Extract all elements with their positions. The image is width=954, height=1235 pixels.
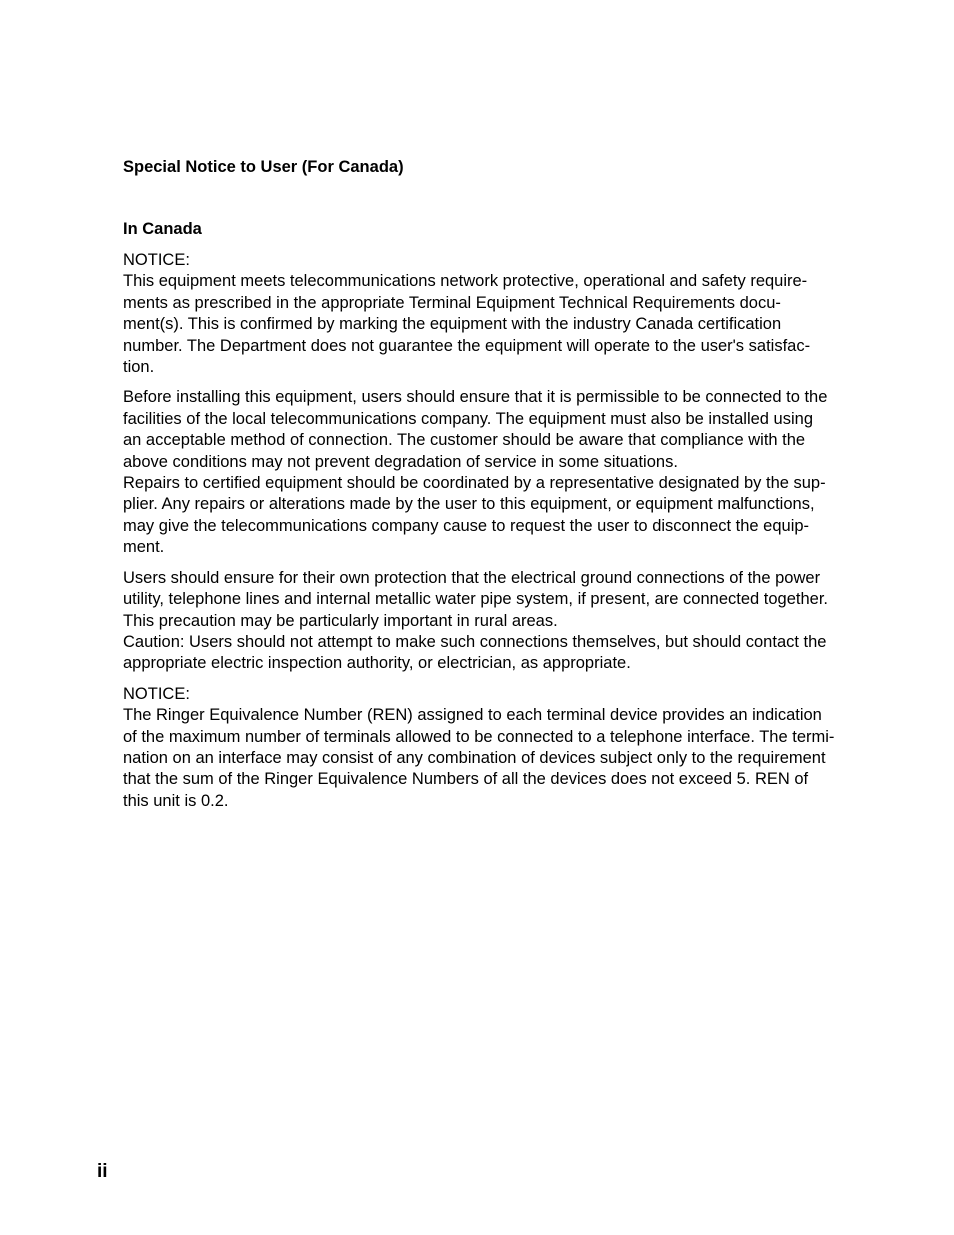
page-number: ii bbox=[97, 1161, 108, 1182]
paragraph-line: may give the telecommunications company cause to request the user to disconnect the equip- bbox=[123, 516, 810, 535]
paragraph-line: ments as prescribed in the appropriate Terminal Equipment Technical Requirements docu- bbox=[123, 293, 781, 312]
paragraph-line: this unit is 0.2. bbox=[123, 791, 229, 810]
body-paragraph bbox=[123, 250, 863, 378]
paragraph-line: This equipment meets telecommunications network protective, operational and safety require- bbox=[123, 272, 808, 291]
paragraph-line: an acceptable method of connection. The customer should be aware that compliance with the bbox=[123, 431, 806, 450]
paragraph-line: Users should ensure for their own protection that the electrical ground connections of the power bbox=[123, 568, 821, 587]
paragraph-list bbox=[123, 250, 863, 812]
paragraph-line: of the maximum number of terminals allowed to be connected to a telephone interface. The termi- bbox=[123, 727, 835, 746]
paragraph-line: appropriate electric inspection authority, or electrician, as appropriate. bbox=[123, 654, 631, 673]
body-paragraph bbox=[123, 387, 863, 558]
paragraph-line: Repairs to certified equipment should be coordinated by a representative designated by the sup- bbox=[123, 474, 826, 493]
paragraph-line: above conditions may not prevent degradation of service in some situations. bbox=[123, 452, 678, 471]
paragraph-line: ment. bbox=[123, 538, 165, 557]
page-content bbox=[123, 157, 863, 821]
paragraph-line: that the sum of the Ringer Equivalence Numbers of all the devices does not exceed 5. REN of bbox=[123, 770, 809, 789]
paragraph-line: NOTICE: bbox=[123, 251, 190, 269]
body-paragraph bbox=[123, 684, 863, 812]
paragraph-line: This precaution may be particularly important in rural areas. bbox=[123, 611, 558, 630]
paragraph-line: number. The Department does not guarantee the equipment will operate to the user's satisfac- bbox=[123, 336, 811, 355]
paragraph-line: NOTICE: bbox=[123, 684, 190, 703]
paragraph-line: plier. Any repairs or alterations made by the user to this equipment, or equipment malfunctions, bbox=[123, 495, 815, 514]
paragraph-line: nation on an interface may consist of any combination of devices subject only to the requirement bbox=[123, 748, 826, 767]
paragraph-line: ment(s). This is confirmed by marking the equipment with the industry Canada certification bbox=[123, 315, 782, 334]
paragraph-line: facilities of the local telecommunications company. The equipment must also be installed using bbox=[123, 409, 814, 428]
paragraph-line: Caution: Users should not attempt to make such connections themselves, but should contact the bbox=[123, 632, 827, 651]
paragraph-line: utility, telephone lines and internal metallic water pipe system, if present, are connected together. bbox=[123, 590, 829, 609]
paragraph-line: The Ringer Equivalence Number (REN) assigned to each terminal device provides an indication bbox=[123, 706, 822, 725]
section-heading: In Canada bbox=[123, 220, 202, 238]
paragraph-line: tion. bbox=[123, 358, 155, 377]
paragraph-line: Before installing this equipment, users should ensure that it is permissible to be connected to the bbox=[123, 388, 828, 407]
page-title: Special Notice to User (For Canada) bbox=[123, 158, 404, 176]
body-paragraph bbox=[123, 568, 863, 675]
